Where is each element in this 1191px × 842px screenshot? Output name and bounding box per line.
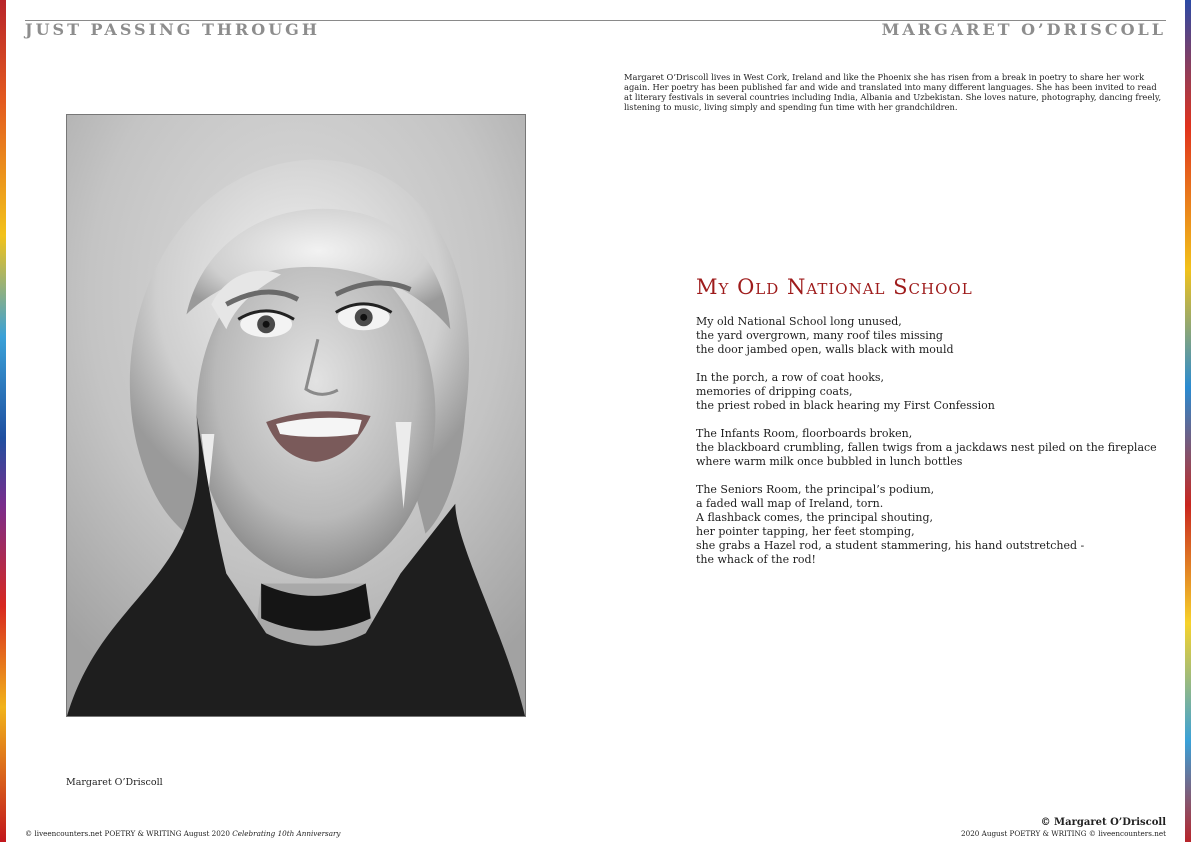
poem-stanza-4	[696, 483, 1166, 567]
poem-line: the priest robed in black hearing my First Confession	[696, 399, 995, 412]
poem-line: where warm milk once bubbled in lunch bottles	[696, 455, 963, 468]
poem-line: My old National School long unused,	[696, 315, 902, 328]
poem-line: the whack of the rod!	[696, 553, 816, 566]
footer-left	[25, 829, 340, 838]
poem-line: her pointer tapping, her feet stomping,	[696, 525, 915, 538]
poem-line: A flashback comes, the principal shouting,	[696, 511, 934, 524]
poem-body	[696, 315, 1166, 581]
section-header: JUST PASSING THROUGH	[25, 20, 320, 39]
poem-line: The Seniors Room, the principal’s podium,	[696, 483, 935, 496]
poem-stanza-2	[696, 371, 1166, 413]
author-portrait-photo	[66, 114, 526, 717]
poem-copyright: © Margaret O’Driscoll	[1040, 817, 1166, 828]
poem-line: the door jambed open, walls black with mould	[696, 343, 954, 356]
author-header: MARGARET O’DRISCOLL	[881, 20, 1166, 39]
poem-line: the yard overgrown, many roof tiles missing	[696, 329, 943, 342]
poem-line: the blackboard crumbling, fallen twigs from a jackdaws nest piled on the fireplace	[696, 441, 1157, 454]
poem-line: a faded wall map of Ireland, torn.	[696, 497, 884, 510]
photo-caption: Margaret O’Driscoll	[66, 777, 163, 788]
poem-line: The Infants Room, floorboards broken,	[696, 427, 913, 440]
poem-line: In the porch, a row of coat hooks,	[696, 371, 885, 384]
footer-left-text: © liveencounters.net POETRY & WRITING August 2020	[25, 829, 233, 838]
author-bio: Margaret O’Driscoll lives in West Cork, Ireland and like the Phoenix she has risen from a break in poetry to share her work again. Her poetry has been published far and wide and translated into many different languages. She has been invited to read at literary festivals in several countries including India, Albania and Uzbekistan. She loves nature, photography, dancing freely, listening to music, living simply and spending fun time with her grandchildren.	[624, 72, 1162, 112]
poem-line: she grabs a Hazel rod, a student stammering, his hand outstretched -	[696, 539, 1085, 552]
footer-right: 2020 August POETRY & WRITING © liveencounters.net	[961, 829, 1166, 838]
portrait-illustration	[67, 115, 525, 716]
poem-stanza-1	[696, 315, 1166, 357]
poem-stanza-3	[696, 427, 1166, 469]
footer-anniversary: Celebrating 10th Anniversary	[232, 829, 341, 838]
poem-line: memories of dripping coats,	[696, 385, 853, 398]
poem-title: My Old National School	[696, 275, 973, 299]
right-decorative-edge	[1185, 0, 1191, 842]
left-decorative-edge	[0, 0, 6, 842]
